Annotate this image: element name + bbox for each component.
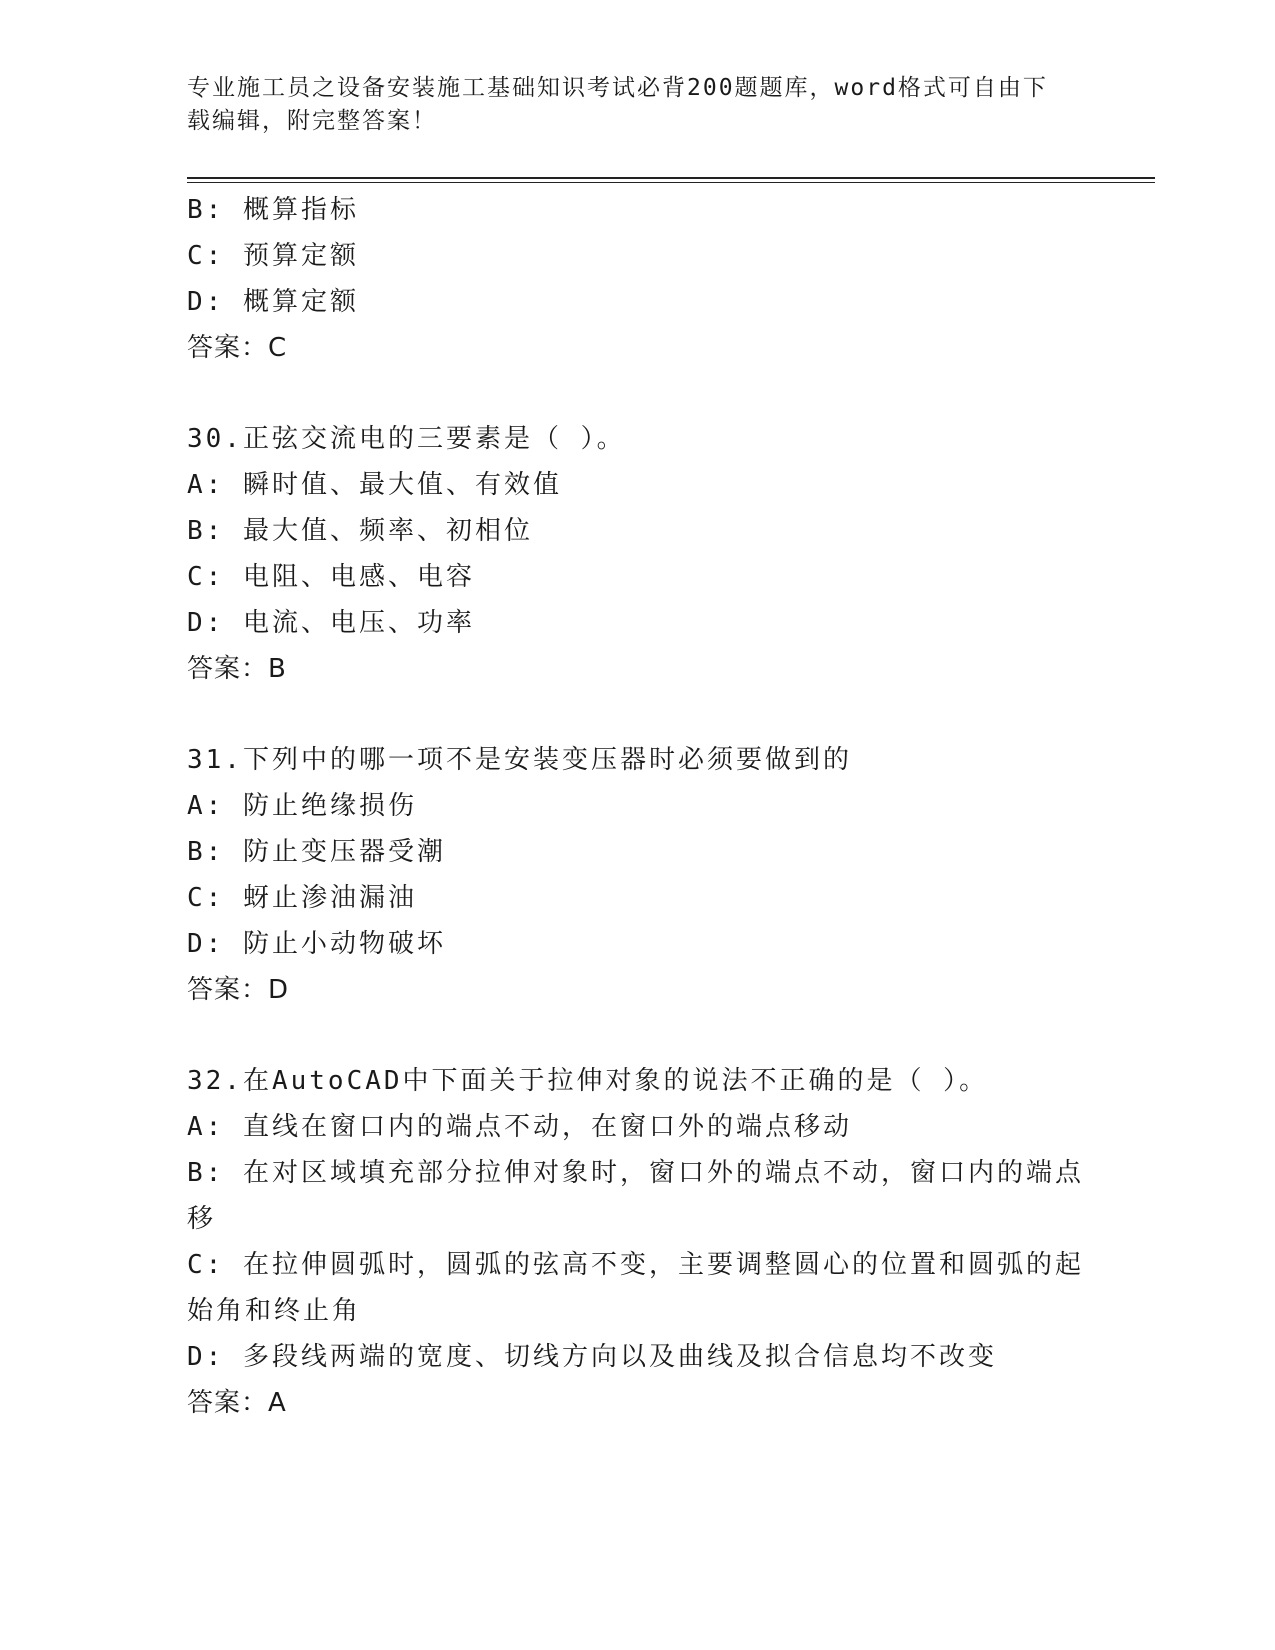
option-a: A: 直线在窗口内的端点不动，在窗口外的端点移动	[187, 1112, 852, 1142]
answer-line: 答案：B	[187, 654, 287, 684]
question-stem: 31.下列中的哪一项不是安装变压器时必须要做到的	[187, 745, 852, 775]
option-a: A: 防止绝缘损伤	[187, 791, 417, 821]
question-30	[187, 416, 1087, 692]
option-d: D: 概算定额	[187, 287, 359, 317]
question-stem: 32.在AutoCAD中下面关于拉伸对象的说法不正确的是（ ）。	[187, 1066, 989, 1096]
option-b: B: 在对区域填充部分拉伸对象时，窗口外的端点不动，窗口内的端点移	[187, 1158, 1084, 1234]
option-c: C: 电阻、电感、电容	[187, 562, 475, 592]
option-c: C: 在拉伸圆弧时，圆弧的弦高不变，主要调整圆心的位置和圆弧的起始角和终止角	[187, 1250, 1084, 1326]
option-d: D: 多段线两端的宽度、切线方向以及曲线及拟合信息均不改变	[187, 1342, 997, 1372]
header-title: 专业施工员之设备安装施工基础知识考试必背200题题库，word格式可自由下载编辑，附完整答案！	[187, 75, 1048, 134]
answer-line: 答案：A	[187, 1388, 287, 1418]
question-32	[187, 1058, 1087, 1426]
answer-line: 答案：D	[187, 975, 290, 1005]
continued-question	[187, 187, 1087, 371]
document-header	[187, 72, 1067, 138]
option-d: D: 电流、电压、功率	[187, 608, 475, 638]
option-c: C: 蚜止渗油漏油	[187, 883, 417, 913]
option-b: B: 最大值、频率、初相位	[187, 516, 533, 546]
option-d: D: 防止小动物破坏	[187, 929, 446, 959]
question-stem: 30.正弦交流电的三要素是（ ）。	[187, 424, 626, 454]
spacer	[187, 692, 1087, 737]
question-list	[187, 187, 1087, 1426]
header-divider	[187, 177, 1155, 179]
header-divider-thin	[187, 182, 1155, 183]
answer-line: 答案：C	[187, 333, 288, 363]
option-a: A: 瞬时值、最大值、有效值	[187, 470, 562, 500]
option-c: C: 预算定额	[187, 241, 359, 271]
spacer	[187, 1013, 1087, 1058]
option-b: B: 概算指标	[187, 195, 359, 225]
spacer	[187, 371, 1087, 416]
option-b: B: 防止变压器受潮	[187, 837, 446, 867]
question-31	[187, 737, 1087, 1013]
